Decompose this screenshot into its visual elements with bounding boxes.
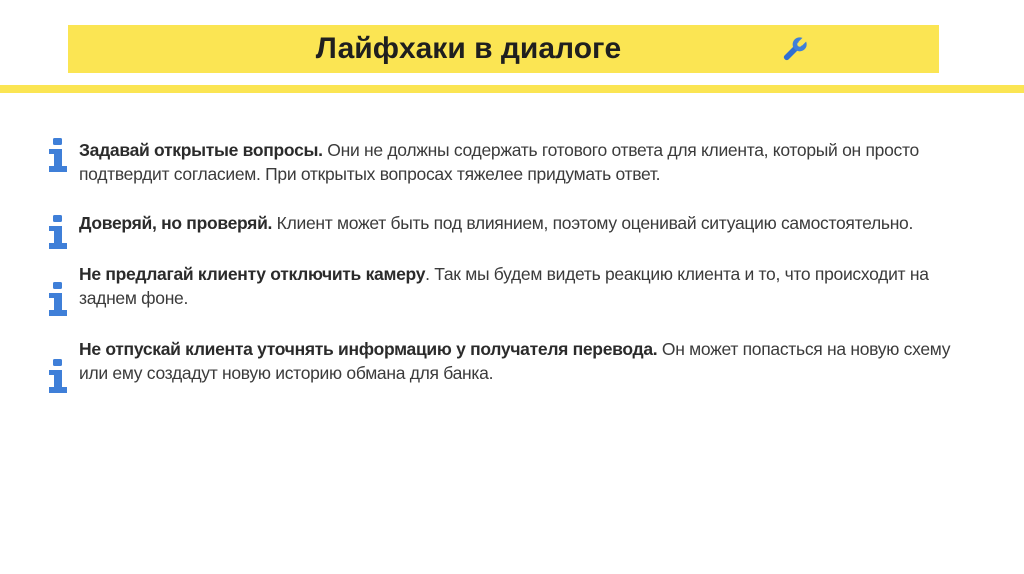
tip-body: Они не должны содержать готового ответа для клиента, который он просто подтвердит согласием. При открытых вопросах тяжелее придумать ответ. — [79, 140, 919, 184]
tip-heading: Задавай открытые вопросы. — [79, 140, 323, 160]
tip-body: Клиент может быть под влиянием, поэтому оценивай ситуацию самостоятельно. — [272, 213, 914, 233]
info-icon — [46, 138, 70, 178]
tip-text — [79, 337, 969, 385]
tip-heading: Не отпускай клиента уточнять информацию у получателя перевода. — [79, 339, 658, 359]
tip-text — [79, 211, 969, 235]
info-icon — [46, 282, 70, 322]
tip-heading: Доверяй, но проверяй. — [79, 213, 273, 233]
info-icon — [46, 215, 70, 255]
tip-body: Он может попасться на новую схему или ему создадут новую историю обмана для банка. — [79, 339, 951, 383]
tip-body: . Так мы будем видеть реакцию клиента и то, что происходит на заднем фоне. — [79, 264, 929, 308]
tip-text — [79, 262, 969, 310]
info-icon — [46, 359, 70, 399]
tip-heading: Не предлагай клиенту отключить камеру — [79, 264, 426, 284]
page-title: Лайфхаки в диалоге — [315, 32, 622, 65]
tip-text — [79, 138, 969, 186]
